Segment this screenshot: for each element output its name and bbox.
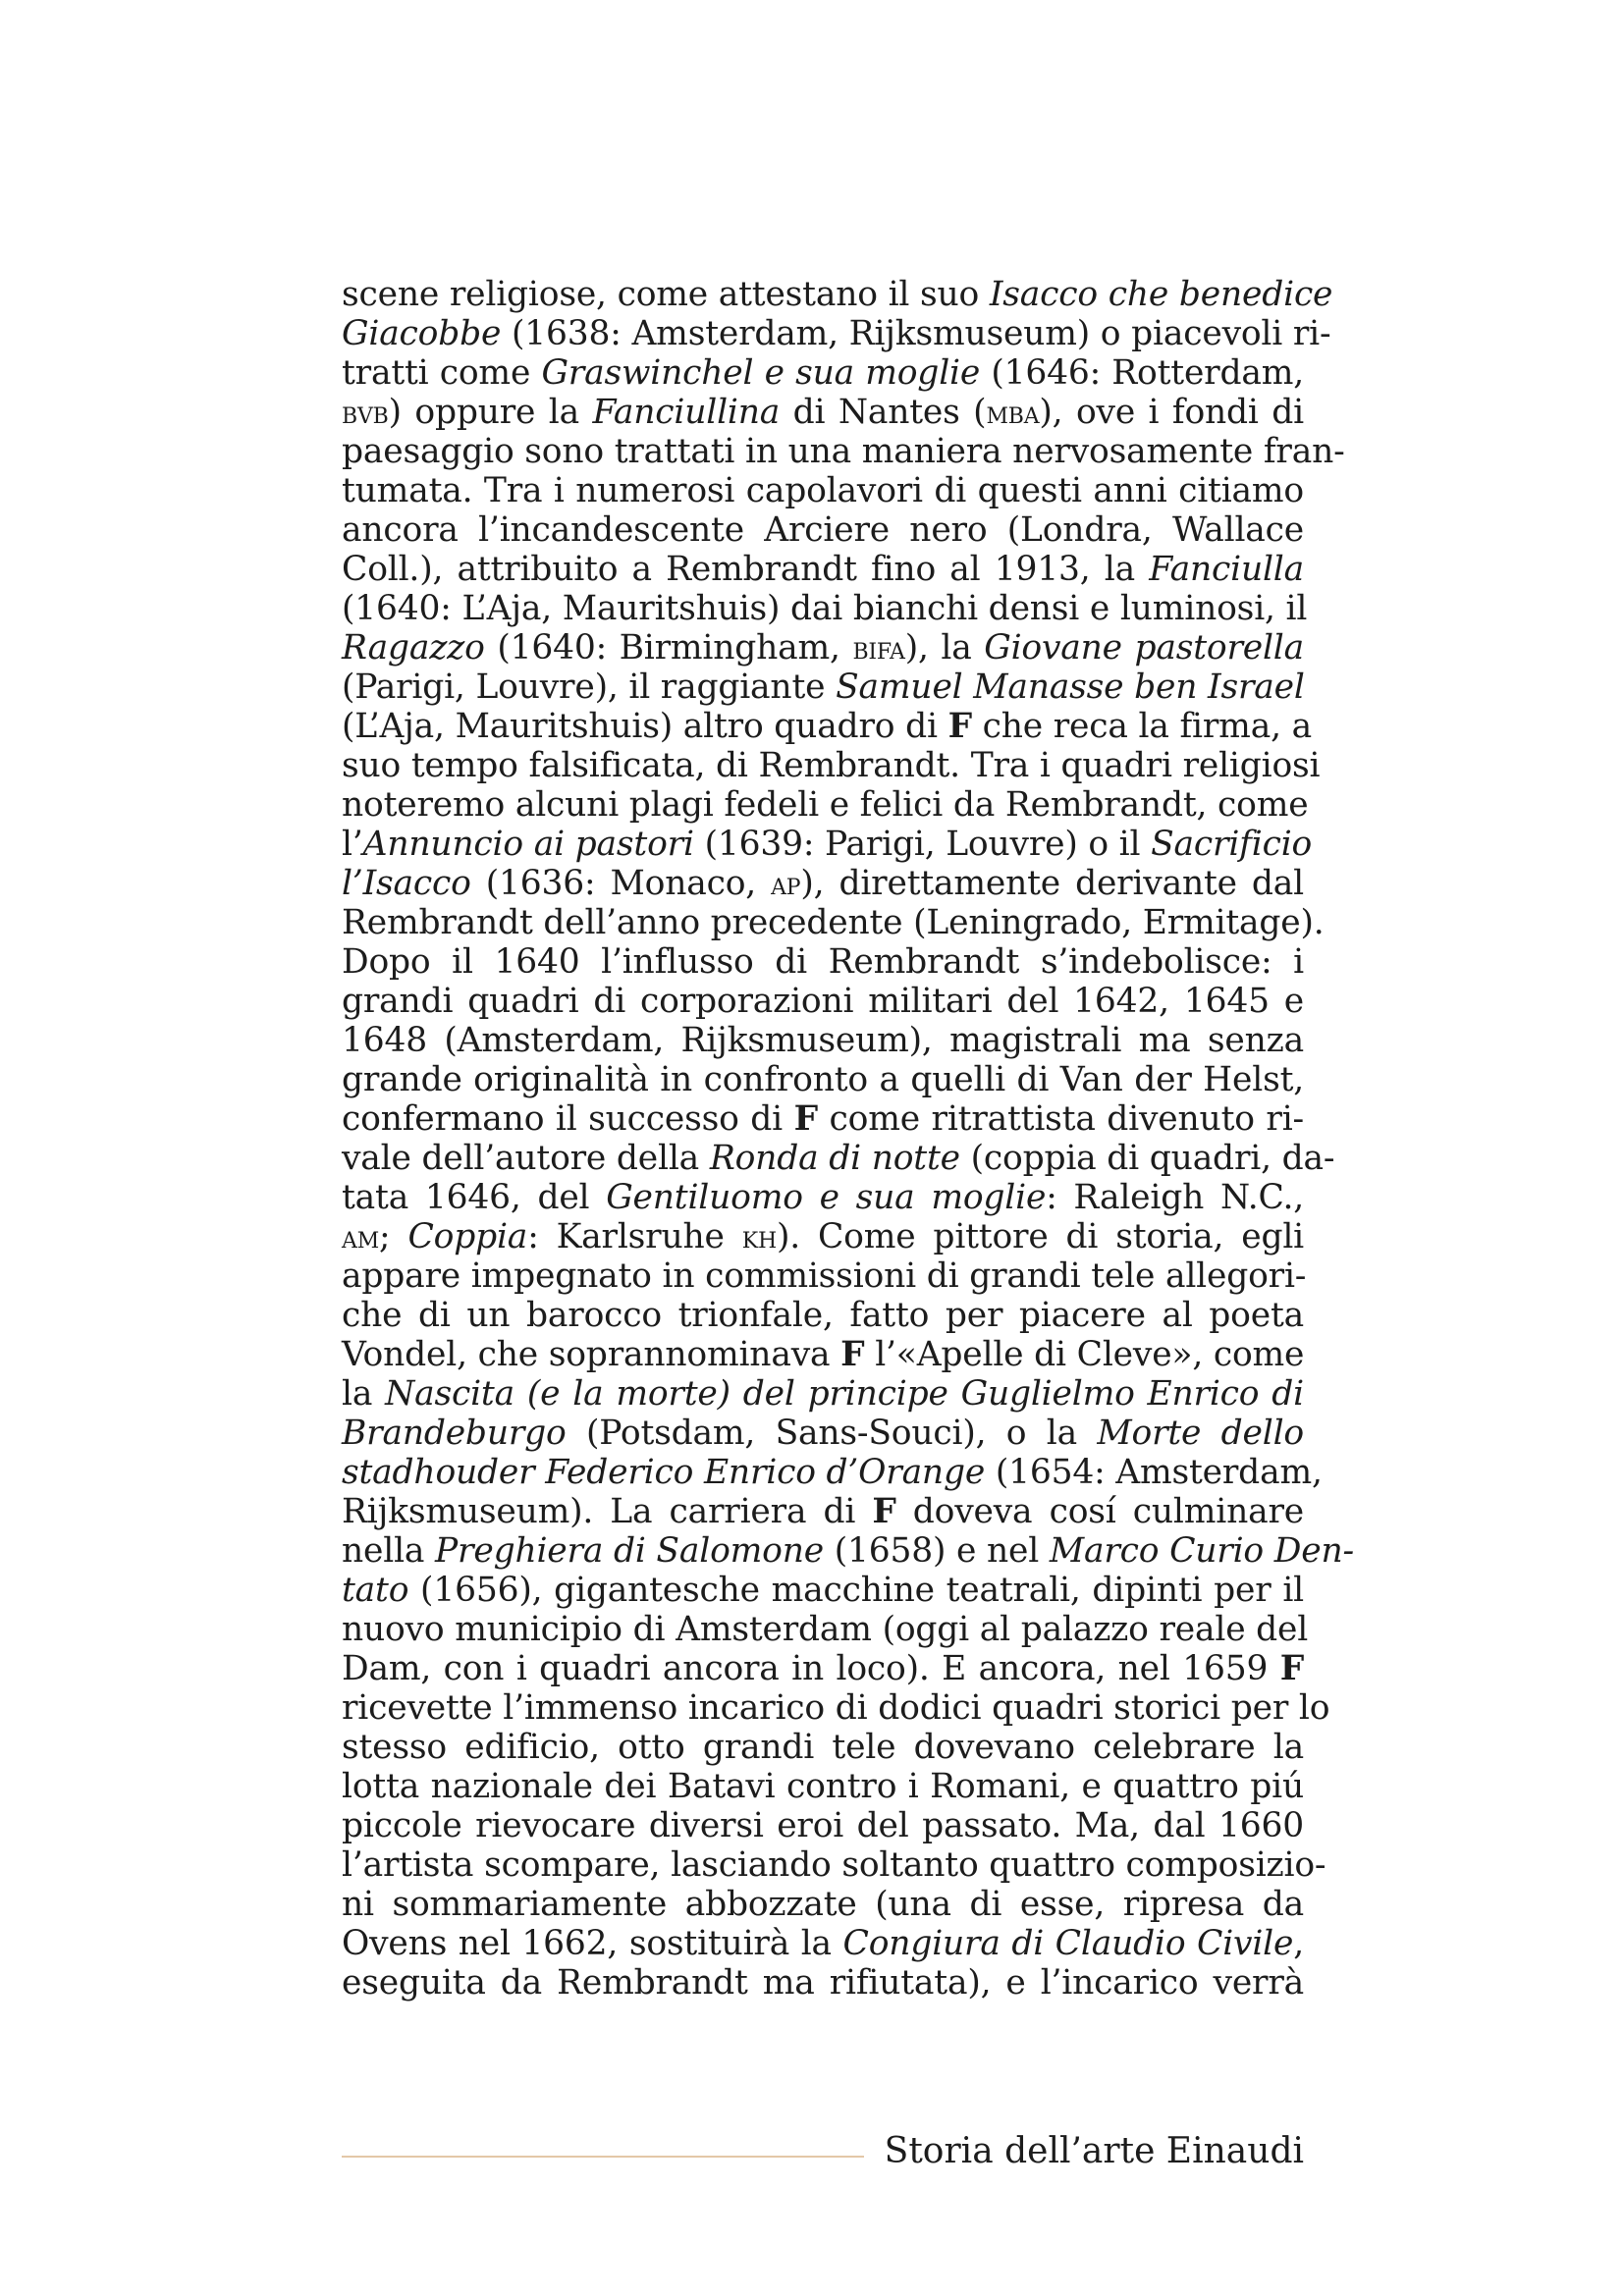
text-run: ;	[379, 1217, 408, 1256]
text-line	[342, 510, 1304, 550]
text-run: (1636: Monaco,	[470, 864, 772, 903]
text-run: Morte dello	[1097, 1414, 1304, 1453]
text-line	[342, 353, 1304, 393]
text-run: Gentiluomo e sua moglie	[606, 1178, 1047, 1217]
text-run: (Potsdam, Sans-Souci), o la	[566, 1414, 1098, 1453]
text-line	[342, 1414, 1304, 1453]
text-run: kh	[741, 1220, 777, 1255]
text-run: tato	[342, 1571, 409, 1610]
text-run: l’artista scompare, lasciando soltanto quattro composizio-	[342, 1845, 1326, 1885]
text-run: : Karlsruhe	[527, 1217, 742, 1256]
text-run: (1654: Amsterdam,	[985, 1453, 1323, 1492]
text-run: ricevette l’immenso incarico di dodici quadri storici per lo	[342, 1688, 1330, 1728]
text-run: Dam, con i quadri ancora in loco). E ancora, nel 1659	[342, 1649, 1280, 1688]
text-run: la	[342, 1374, 386, 1414]
text-run: vale dell’autore della	[342, 1139, 710, 1178]
text-line	[342, 746, 1321, 785]
text-run: (1639: Parigi, Louvre) o il	[693, 825, 1152, 864]
text-run: che reca la firma, a	[971, 707, 1312, 746]
text-line	[342, 1139, 1335, 1178]
text-run: suo tempo falsificata, di Rembrandt. Tra i quadri religiosi	[342, 746, 1321, 785]
text-run: (1658) e nel	[823, 1531, 1050, 1571]
text-run: Marco Curio Den-	[1049, 1531, 1354, 1571]
text-line	[342, 1688, 1330, 1728]
text-line	[342, 1178, 1304, 1217]
text-run: (1646: Rotterdam,	[980, 353, 1304, 393]
text-run: Dopo il 1640 l’influsso di Rembrandt s’indebolisce: i	[342, 942, 1304, 982]
text-run: Coppia	[407, 1217, 528, 1256]
text-run: di Nantes (	[780, 393, 987, 432]
text-run: ,	[1293, 1924, 1304, 1963]
text-run: nuovo municipio di Amsterdam (oggi al palazzo reale del	[342, 1610, 1309, 1649]
text-run: noteremo alcuni plagi fedeli e felici da Rembrandt, come	[342, 785, 1309, 825]
text-run: Sacrificio	[1151, 825, 1313, 864]
text-run: ancora l’incandescente Arciere nero (Londra, Wallace	[342, 510, 1304, 550]
text-line	[342, 1610, 1309, 1649]
text-run: (1656), gigantesche macchine teatrali, dipinti per il	[408, 1571, 1304, 1610]
text-run: scene religiose, come attestano il suo	[342, 275, 990, 314]
text-line	[342, 1924, 1304, 1963]
footer-title: Storia dell’arte Einaudi	[884, 2131, 1304, 2171]
text-run: Brandeburgo	[342, 1414, 567, 1453]
text-run: ) oppure la	[388, 393, 593, 432]
text-line	[342, 864, 1304, 903]
text-line	[342, 825, 1313, 864]
text-run: F	[1279, 1649, 1304, 1688]
text-run: Fanciulla	[1149, 550, 1304, 589]
text-line	[342, 707, 1312, 746]
text-run: Vondel, che soprannominava	[342, 1335, 841, 1374]
text-line	[342, 942, 1304, 982]
text-line	[342, 1256, 1307, 1296]
text-run: Congiura di Claudio Civile	[842, 1924, 1294, 1963]
text-line	[342, 1060, 1304, 1099]
text-line	[342, 471, 1304, 510]
text-run: (1640: L’Aja, Mauritshuis) dai bianchi densi e luminosi, il	[342, 589, 1308, 628]
text-line	[342, 1885, 1304, 1924]
text-run: Isacco che benedice	[989, 275, 1333, 314]
text-line	[342, 1296, 1304, 1335]
text-run: (L’Aja, Mauritshuis) altro quadro di	[342, 707, 948, 746]
text-run: ). Come pittore di storia, egli	[776, 1217, 1304, 1256]
text-run: grande originalità in confronto a quelli di Van der Helst,	[342, 1060, 1304, 1099]
text-line	[342, 1492, 1304, 1531]
text-line	[342, 393, 1304, 432]
text-line	[342, 785, 1309, 825]
text-line	[342, 1767, 1304, 1806]
text-line	[342, 667, 1304, 707]
text-line	[342, 982, 1304, 1021]
text-run: stesso edificio, otto grandi tele dovevano celebrare la	[342, 1728, 1304, 1767]
text-run: l’	[342, 825, 363, 864]
text-run: F	[947, 707, 972, 746]
text-line	[342, 1374, 1304, 1414]
text-run: Coll.), attribuito a Rembrandt fino al 1913, la	[342, 550, 1150, 589]
text-line	[342, 1963, 1304, 2002]
text-line	[342, 1571, 1304, 1610]
text-line	[342, 1845, 1326, 1885]
body-text	[342, 275, 1354, 2002]
text-line	[342, 1728, 1304, 1767]
text-run: lotta nazionale dei Batavi contro i Romani, e quattro piú	[342, 1767, 1304, 1806]
text-line	[342, 1099, 1304, 1139]
text-run: F	[793, 1099, 818, 1139]
text-run: (Parigi, Louvre), il raggiante	[342, 667, 837, 707]
text-run: doveva cosí culminare	[895, 1492, 1304, 1531]
text-run: che di un barocco trionfale, fatto per piacere al poeta	[342, 1296, 1304, 1335]
text-run: appare impegnato in commissioni di grandi tele allegori-	[342, 1256, 1307, 1296]
text-run: paesaggio sono trattati in una maniera nervosamente fran-	[342, 432, 1345, 471]
text-line	[342, 1021, 1304, 1060]
text-run: stadhouder Federico Enrico d’Orange	[342, 1453, 986, 1492]
text-line	[342, 1806, 1304, 1845]
text-run: Annuncio ai pastori	[362, 825, 694, 864]
text-run: come ritrattista divenuto ri-	[817, 1099, 1304, 1139]
text-run: F	[840, 1335, 865, 1374]
text-run: bvb	[342, 396, 389, 431]
text-run: Preghiera di Salomone	[435, 1531, 824, 1571]
text-run: ap	[771, 867, 801, 902]
text-line	[342, 1649, 1304, 1688]
text-run: confermano il successo di	[342, 1099, 794, 1139]
text-run: Ovens nel 1662, sostituirà la	[342, 1924, 843, 1963]
text-run: ni sommariamente abbozzate (una di esse, ripresa da	[342, 1885, 1304, 1924]
text-run: ), direttamente derivante dal	[800, 864, 1304, 903]
text-line	[342, 628, 1304, 667]
text-run: tratti come	[342, 353, 542, 393]
text-run: nella	[342, 1531, 436, 1571]
text-run: ), la	[904, 628, 985, 667]
text-line	[342, 1453, 1323, 1492]
text-line	[342, 1335, 1304, 1374]
text-run: : Raleigh N.C.,	[1046, 1178, 1304, 1217]
text-run: (coppia di quadri, da-	[959, 1139, 1335, 1178]
text-line	[342, 1217, 1304, 1256]
text-run: bifa	[852, 631, 905, 667]
text-run: (1638: Amsterdam, Rijksmuseum) o piacevoli ri-	[501, 314, 1331, 353]
text-run: Graswinchel e sua moglie	[541, 353, 981, 393]
text-run: tata 1646, del	[342, 1178, 607, 1217]
text-run: Giovane pastorella	[984, 628, 1305, 667]
text-run: 1648 (Amsterdam, Rijksmuseum), magistrali ma senza	[342, 1021, 1304, 1060]
text-line	[342, 589, 1308, 628]
text-run: (1640: Birmingham,	[484, 628, 853, 667]
text-line	[342, 314, 1331, 353]
text-run: l’Isacco	[342, 864, 471, 903]
text-run: l’«Apelle di Cleve», come	[864, 1335, 1305, 1374]
text-run: grandi quadri di corporazioni militari del 1642, 1645 e	[342, 982, 1304, 1021]
text-run: Ragazzo	[342, 628, 485, 667]
text-line	[342, 1531, 1354, 1571]
text-run: eseguita da Rembrandt ma rifiutata), e l’incarico verrà	[342, 1963, 1304, 2002]
text-run: tumata. Tra i numerosi capolavori di questi anni citiamo	[342, 471, 1304, 510]
text-run: Fanciullina	[592, 393, 781, 432]
text-line	[342, 432, 1345, 471]
footer-rule	[342, 2156, 864, 2158]
text-run: Samuel Manasse ben Israel	[836, 667, 1305, 707]
text-run: Nascita (e la morte) del principe Guglielmo Enrico di	[385, 1374, 1304, 1414]
text-run: Rembrandt dell’anno precedente (Leningrado, Ermitage).	[342, 903, 1325, 942]
text-run: piccole rievocare diversi eroi del passato. Ma, dal 1660	[342, 1806, 1304, 1845]
text-run: Rijksmuseum). La carriera di	[342, 1492, 873, 1531]
text-run: F	[872, 1492, 896, 1531]
text-line	[342, 903, 1325, 942]
text-run: mba	[986, 396, 1040, 431]
text-run: am	[342, 1220, 380, 1255]
text-run: ), ove i fondi di	[1039, 393, 1304, 432]
text-line	[342, 275, 1333, 314]
text-line	[342, 550, 1304, 589]
text-run: Giacobbe	[342, 314, 502, 353]
text-run: Ronda di notte	[709, 1139, 960, 1178]
